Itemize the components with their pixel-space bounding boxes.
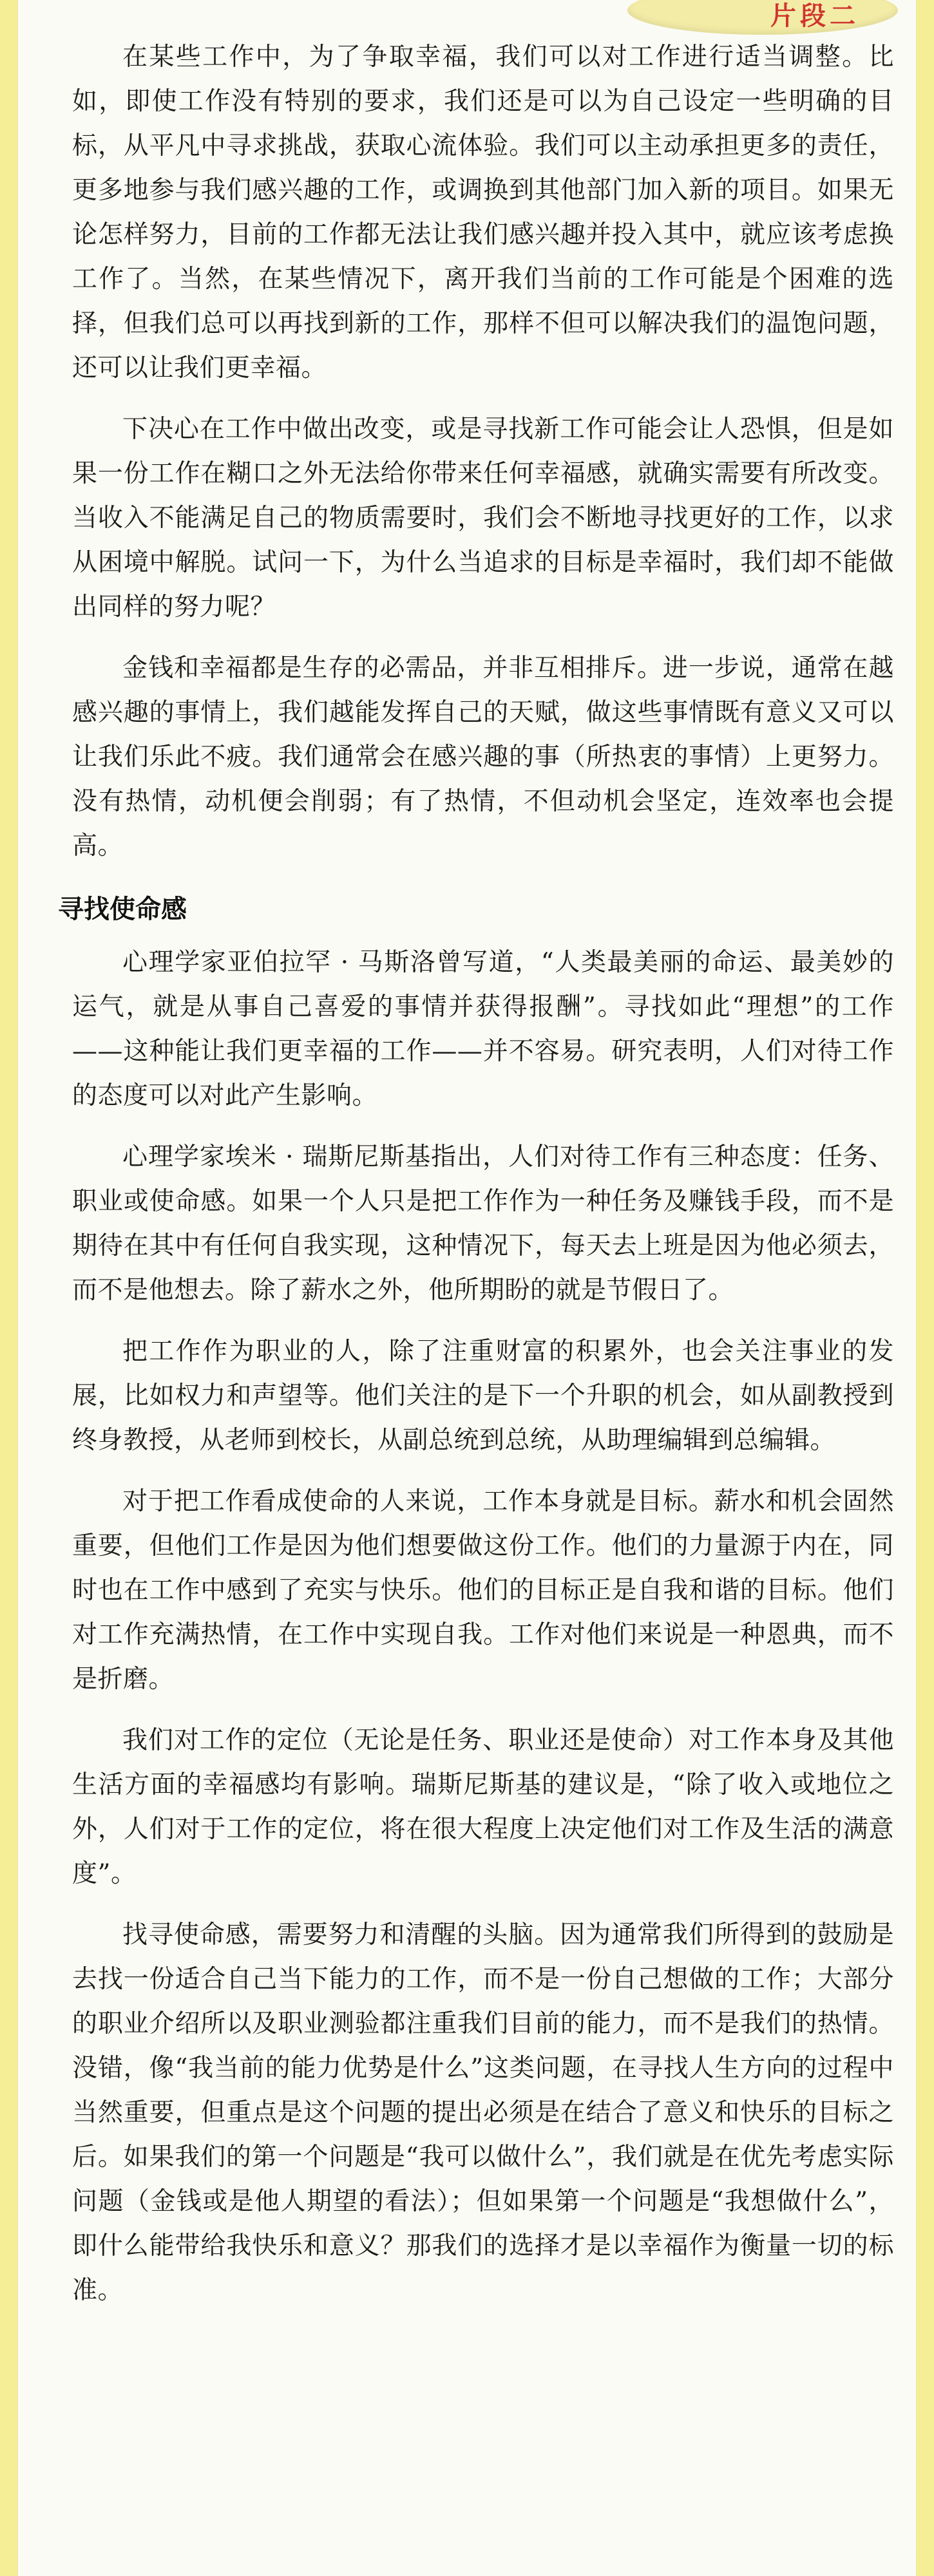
paragraph: 把工作作为职业的人，除了注重财富的积累外，也会关注事业的发展，比如权力和声望等。他们关注的是下一个升职的机会，如从副教授到终身教授，从老师到校长，从副总统到总统，从助理编辑到总编辑。 xyxy=(72,1337,894,1455)
paragraph: 心理学家埃米 · 瑞斯尼斯基指出，人们对待工作有三种态度：任务、职业或使命感。如果一个人只是把工作作为一种任务及赚钱手段，而不是期待在其中有任何自我实现，这种情况下，每天去上班是因为他必须去，而不是他想去。除了薪水之外，他所期盼的就是节假日了。 xyxy=(72,1142,894,1305)
article-body xyxy=(58,35,894,2329)
paragraph: 对于把工作看成使命的人来说，工作本身就是目标。薪水和机会固然重要，但他们工作是因为他们想要做这份工作。他们的力量源于内在，同时也在工作中感到了充实与快乐。他们的目标正是自我和谐的目标。他们对工作充满热情，在工作中实现自我。工作对他们来说是一种恩典，而不是折磨。 xyxy=(72,1487,894,1694)
paragraph: 下决心在工作中做出改变，或是寻找新工作可能会让人恐惧，但是如果一份工作在糊口之外无法给你带来任何幸福感，就确实需要有所改变。当收入不能满足自己的物质需要时，我们会不断地寻找更好的工作，以求从困境中解脱。试问一下，为什么当追求的目标是幸福时，我们却不能做出同样的努力呢？ xyxy=(72,415,894,621)
book-page xyxy=(18,0,916,2576)
paragraph: 心理学家亚伯拉罕 · 马斯洛曾写道，“人类最美丽的命运、最美妙的运气，就是从事自己喜爱的事情并获得报酬”。寻找如此“理想”的工作——这种能让我们更幸福的工作——并不容易。研究表明，人们对待工作的态度可以对此产生影响。 xyxy=(72,948,894,1110)
section-badge-label: 片段二 xyxy=(770,1,859,31)
section-heading: 寻找使命感 xyxy=(58,895,187,924)
paragraph: 在某些工作中，为了争取幸福，我们可以对工作进行适当调整。比如，即使工作没有特别的要求，我们还是可以为自己设定一些明确的目标，从平凡中寻求挑战，获取心流体验。我们可以主动承担更多的责任，更多地参与我们感兴趣的工作，或调换到其他部门加入新的项目。如果无论怎样努力，目前的工作都无法让我们感兴趣并投入其中，就应该考虑换工作了。当然，在某些情况下，离开我们当前的工作可能是个困难的选择，但我们总可以再找到新的工作，那样不但可以解决我们的温饱问题，还可以让我们更幸福。 xyxy=(72,43,894,383)
paragraph: 找寻使命感，需要努力和清醒的头脑。因为通常我们所得到的鼓励是去找一份适合自己当下能力的工作，而不是一份自己想做的工作；大部分的职业介绍所以及职业测验都注重我们目前的能力，而不是我们的热情。没错，像“我当前的能力优势是什么”这类问题，在寻找人生方向的过程中当然重要，但重点是这个问题的提出必须是在结合了意义和快乐的目标之后。如果我们的第一个问题是“我可以做什么”，我们就是在优先考虑实际问题（金钱或是他人期望的看法）；但如果第一个问题是“我想做什么”，即什么能带给我快乐和意义？那我们的选择才是以幸福作为衡量一切的标准。 xyxy=(72,1920,894,2305)
paragraph: 我们对工作的定位（无论是任务、职业还是使命）对工作本身及其他生活方面的幸福感均有影响。瑞斯尼斯基的建议是，“除了收入或地位之外，人们对于工作的定位，将在很大程度上决定他们对工作及生活的满意度”。 xyxy=(72,1726,894,1888)
paragraph: 金钱和幸福都是生存的必需品，并非互相排斥。进一步说，通常在越感兴趣的事情上，我们越能发挥自己的天赋，做这些事情既有意义又可以让我们乐此不疲。我们通常会在感兴趣的事（所热衷的事情）上更努力。没有热情，动机便会削弱；有了热情，不但动机会坚定，连效率也会提高。 xyxy=(72,654,894,860)
